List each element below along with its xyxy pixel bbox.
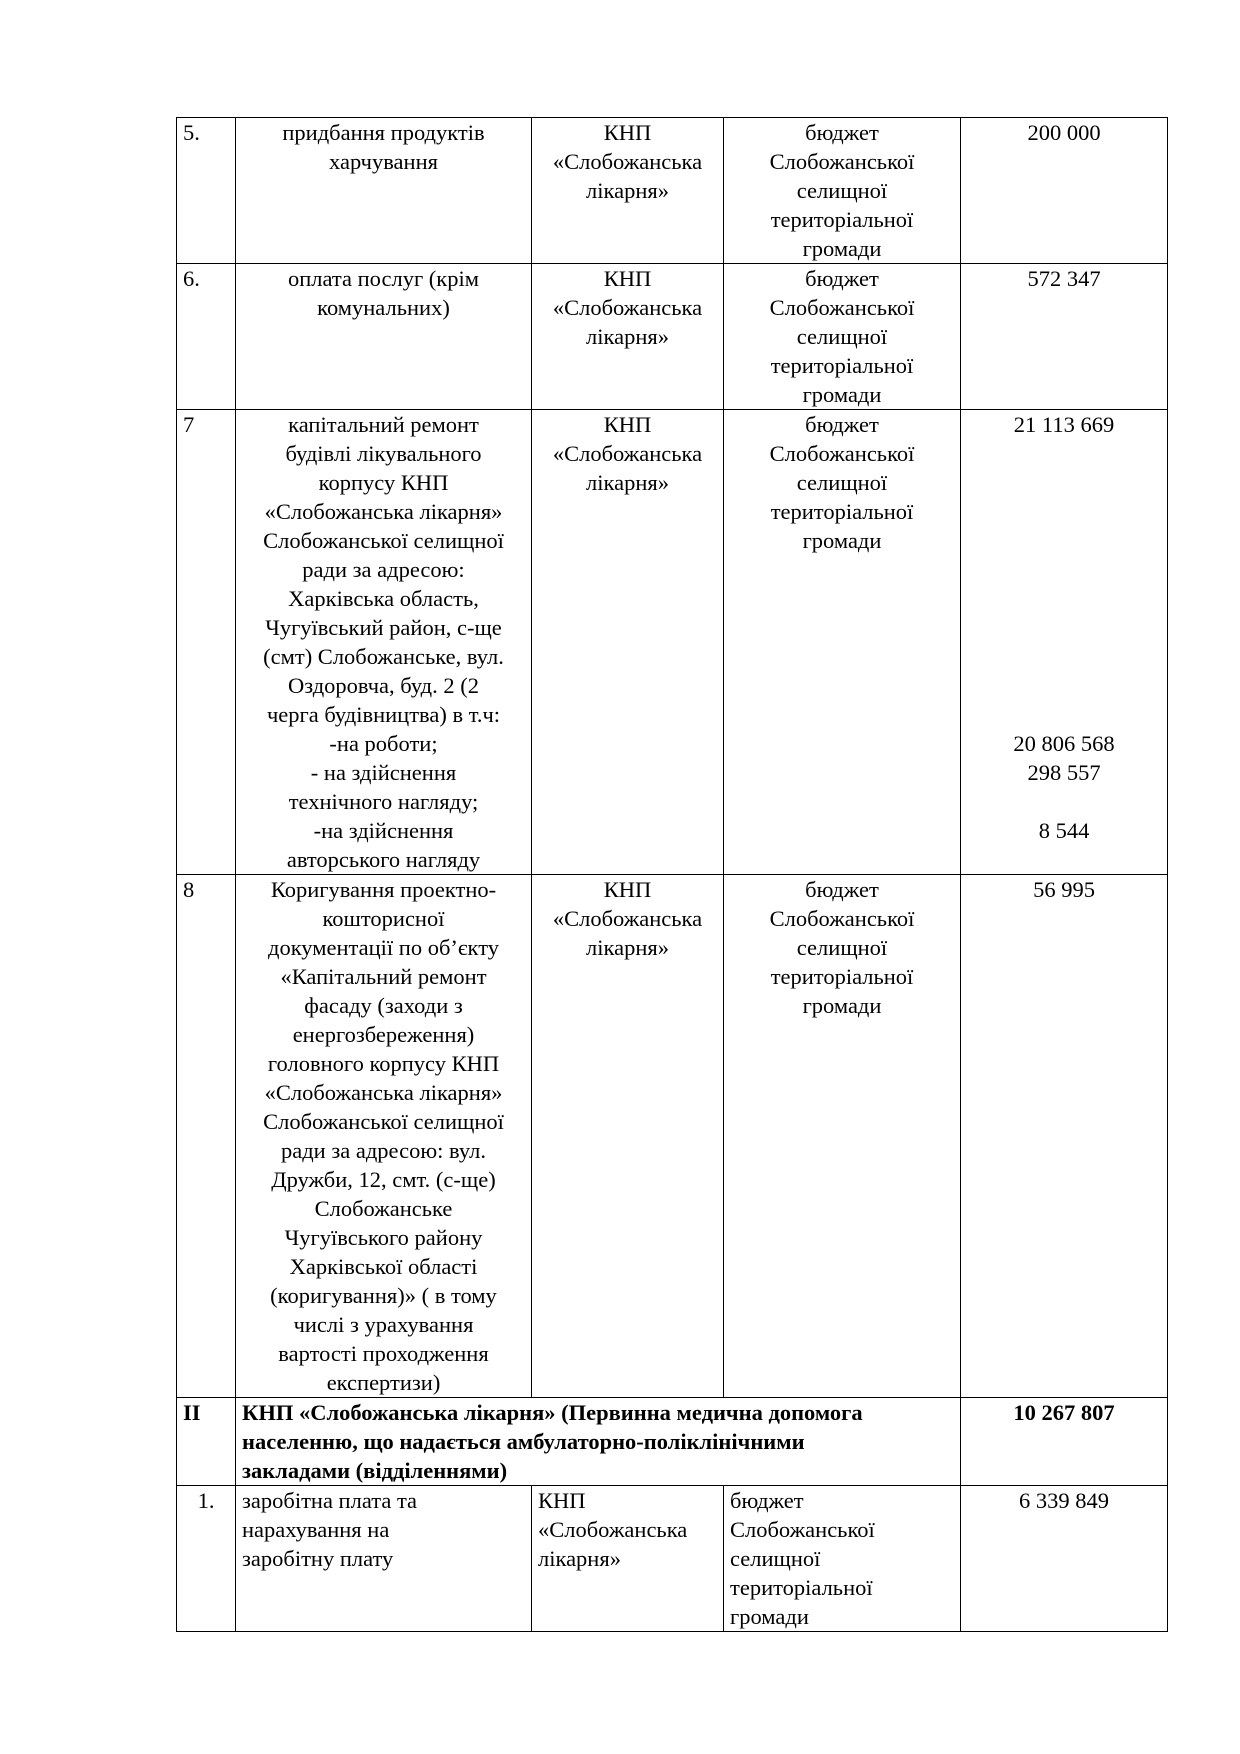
row-executor: КНП «Слобожанська лікарня»: [532, 118, 724, 264]
row-number: 7: [177, 410, 236, 875]
row-funding-source: бюджет Слобожанської селищної територіальної громади: [724, 118, 961, 264]
row-funding-source: бюджет Слобожанської селищної територіальної громади: [724, 1486, 961, 1632]
row-amount: [961, 410, 1168, 875]
row-number: 8: [177, 875, 236, 1398]
budget-table: [176, 117, 1168, 1632]
row-funding-source: бюджет Слобожанської селищної територіальної громади: [724, 875, 961, 1398]
row-amount: 56 995: [961, 875, 1168, 1398]
row-number: 6.: [177, 264, 236, 410]
table-row: [177, 410, 1168, 875]
amount-works: 20 806 568: [1013, 731, 1115, 756]
row-funding-source: бюджет Слобожанської селищної територіальної громади: [724, 264, 961, 410]
row-amount: 6 339 849: [961, 1486, 1168, 1632]
table-row: [177, 1486, 1168, 1632]
row-description: Коригування проектно- кошторисної документації по об’єкту «Капітальний ремонт фасаду (заходи з енергозбереження) головного корпусу КНП «Слобожанська лікарня» Слобожанської селищної ради за адресою: вул. Дружби, 12, смт. (с-ще) Слобожанське Чугуївського району Харківської області (коригування)» ( в тому числі з урахування вартості проходження експертизи): [236, 875, 532, 1398]
table-row: [177, 875, 1168, 1398]
table-row: [177, 118, 1168, 264]
row-executor: КНП «Слобожанська лікарня»: [532, 1486, 724, 1632]
row-executor: КНП «Слобожанська лікарня»: [532, 410, 724, 875]
row-executor: КНП «Слобожанська лікарня»: [532, 264, 724, 410]
section-header-row: [177, 1398, 1168, 1486]
amount-total: 21 113 669: [1013, 412, 1115, 437]
row-amount: 200 000: [961, 118, 1168, 264]
row-number: 1.: [177, 1486, 236, 1632]
row-executor: КНП «Слобожанська лікарня»: [532, 875, 724, 1398]
row-description: оплата послуг (крім комунальних): [236, 264, 532, 410]
section-amount: 10 267 807: [961, 1398, 1168, 1486]
table-row: [177, 264, 1168, 410]
row-description: придбання продуктів харчування: [236, 118, 532, 264]
section-number: ІІ: [177, 1398, 236, 1486]
section-title: КНП «Слобожанська лікарня» (Первинна медична допомога населенню, що надається амбулаторно-поліклінічними закладами (відділеннями): [236, 1398, 961, 1486]
row-amount: 572 347: [961, 264, 1168, 410]
amount-technical-supervision: 298 557: [1027, 760, 1101, 785]
row-funding-source: бюджет Слобожанської селищної територіальної громади: [724, 410, 961, 875]
row-description: капітальний ремонт будівлі лікувального корпусу КНП «Слобожанська лікарня» Слобожанської селищної ради за адресою: Харківська область, Чугуївський район, с-ще (смт) Слобожанське, вул. Оздоровча, буд. 2 (2 черга будівництва) в т.ч: -на роботи; - на здійснення технічного нагляду; -на здійснення авторського нагляду: [236, 410, 532, 875]
row-number: 5.: [177, 118, 236, 264]
amount-author-supervision: 8 544: [1038, 818, 1090, 843]
row-description: заробітна плата та нарахування на заробітну плату: [236, 1486, 532, 1632]
